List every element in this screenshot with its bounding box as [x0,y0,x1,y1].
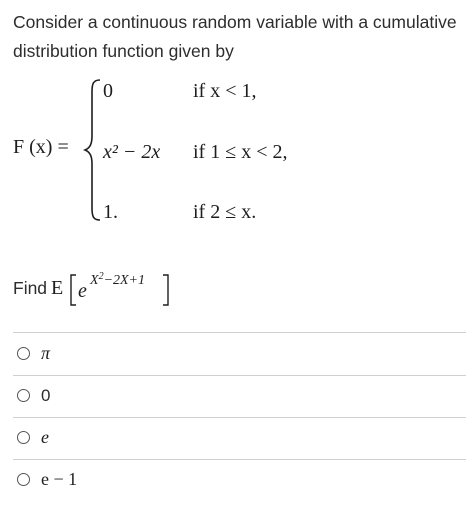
divider [13,417,466,418]
case-condition-3: if 2 ≤ x. [193,201,257,223]
left-brace [83,78,103,222]
case-value-1: 0 [103,80,113,102]
radio-button[interactable] [17,347,30,360]
divider [13,332,466,333]
case-condition-1: if x < 1, [193,80,257,102]
expectation-symbol: E [51,277,64,299]
divider [13,459,466,460]
find-label: Find [13,278,48,298]
exponent-power-var: X [90,273,99,288]
radio-button[interactable] [17,473,30,486]
option-label: 0 [41,386,51,405]
case-condition-2: if 1 ≤ x < 2, [193,141,288,163]
case-value-3: 1. [103,201,118,223]
question-intro: Consider a continuous random variable with a cumulative distribution function given by [13,12,457,61]
answer-option-3[interactable] [13,419,466,460]
exponent-base: e [78,280,87,302]
option-label: e − 1 [41,469,78,489]
exponent-power-rest: −2X+1 [103,273,146,288]
left-bracket [69,274,77,306]
function-label: F (x) = [13,136,69,158]
exponent-power-square: 2 [98,271,104,282]
option-label: e [41,427,49,447]
exponent-power [90,271,145,289]
answer-option-1[interactable] [13,335,466,376]
radio-button[interactable] [17,389,30,402]
answer-option-2[interactable] [13,377,466,418]
divider [13,375,466,376]
case-value-2: x² − 2x [103,141,161,163]
radio-button[interactable] [17,431,30,444]
right-bracket [162,274,170,306]
option-label: π [41,343,51,363]
answer-option-4[interactable] [13,461,466,502]
